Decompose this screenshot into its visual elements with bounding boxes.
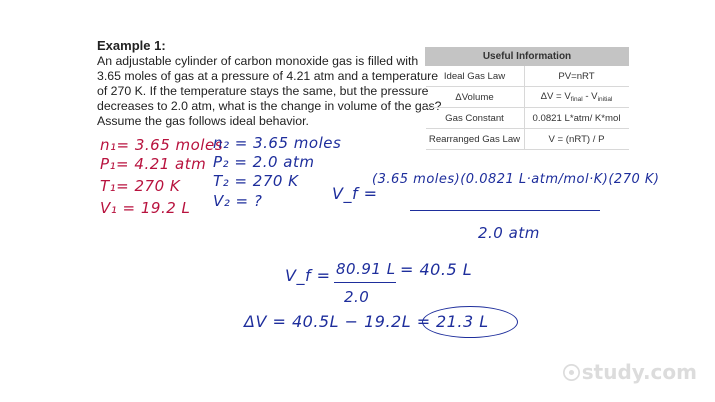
useful-information-table bbox=[425, 47, 629, 150]
study-logo bbox=[563, 360, 697, 384]
hw-initial-temperature: T₁= 270 K bbox=[100, 177, 181, 195]
study-logo-icon bbox=[563, 364, 580, 381]
row-label: Gas Constant bbox=[426, 108, 525, 129]
example-title: Example 1: bbox=[97, 38, 166, 53]
row-label: Ideal Gas Law bbox=[426, 66, 525, 87]
hw-final-pressure: P₂ = 2.0 atm bbox=[213, 153, 315, 171]
row-value: 0.0821 L*atm/ K*mol bbox=[524, 108, 629, 129]
table-row bbox=[426, 129, 629, 150]
hw-final-answer: 21.3 L bbox=[436, 312, 489, 331]
hw-delta-v-equation: ΔV = 40.5L − 19.2L = bbox=[244, 312, 431, 331]
row-label: ΔVolume bbox=[426, 87, 525, 108]
row-value: $\Delta V = V_{final} - V_{initial}$ bbox=[524, 87, 629, 108]
fraction-bar bbox=[334, 282, 396, 283]
table-row bbox=[426, 108, 629, 129]
problem-line: An adjustable cylinder of carbon monoxide gas is filled with bbox=[97, 54, 419, 68]
hw-vf-denominator: 2.0 atm bbox=[478, 224, 540, 242]
hw-final-volume: V₂ = ? bbox=[213, 192, 263, 210]
problem-line: 3.65 moles of gas at a pressure of 4.21 atm and a temperature bbox=[97, 69, 439, 83]
row-value: V = (nRT) / P bbox=[524, 129, 629, 150]
hw-step2-denominator: 2.0 bbox=[344, 288, 370, 306]
problem-line: of 270 K. If the temperature stays the same, but the pressure bbox=[97, 84, 429, 98]
table-header: Useful Information bbox=[426, 48, 629, 66]
hw-vf-label: V_f = bbox=[332, 184, 378, 203]
problem-statement bbox=[97, 54, 442, 129]
hw-step2-result: = 40.5 L bbox=[400, 260, 473, 279]
hw-final-temperature: T₂ = 270 K bbox=[213, 172, 299, 190]
fraction-bar bbox=[410, 210, 600, 211]
problem-line: decreases to 2.0 atm, what is the change in volume of the gas? bbox=[97, 99, 442, 113]
table-header-row bbox=[426, 48, 629, 66]
hw-initial-pressure: P₁= 4.21 atm bbox=[100, 155, 207, 173]
table-row bbox=[426, 87, 629, 108]
hw-initial-volume: V₁ = 19.2 L bbox=[100, 199, 191, 217]
table-row bbox=[426, 66, 629, 87]
hw-initial-moles: n₁= 3.65 moles bbox=[100, 136, 224, 154]
logo-text: study.com bbox=[581, 360, 697, 384]
hw-step2-numerator: 80.91 L bbox=[336, 260, 396, 278]
hw-final-moles: n₂ = 3.65 moles bbox=[213, 134, 342, 152]
row-label: Rearranged Gas Law bbox=[426, 129, 525, 150]
hw-vf-numerator: (3.65 moles)(0.0821 L·atm/mol·K)(270 K) bbox=[372, 172, 660, 187]
hw-step2-lhs: V_f = bbox=[285, 266, 331, 285]
row-value: PV=nRT bbox=[524, 66, 629, 87]
problem-line: Assume the gas follows ideal behavior. bbox=[97, 114, 309, 128]
